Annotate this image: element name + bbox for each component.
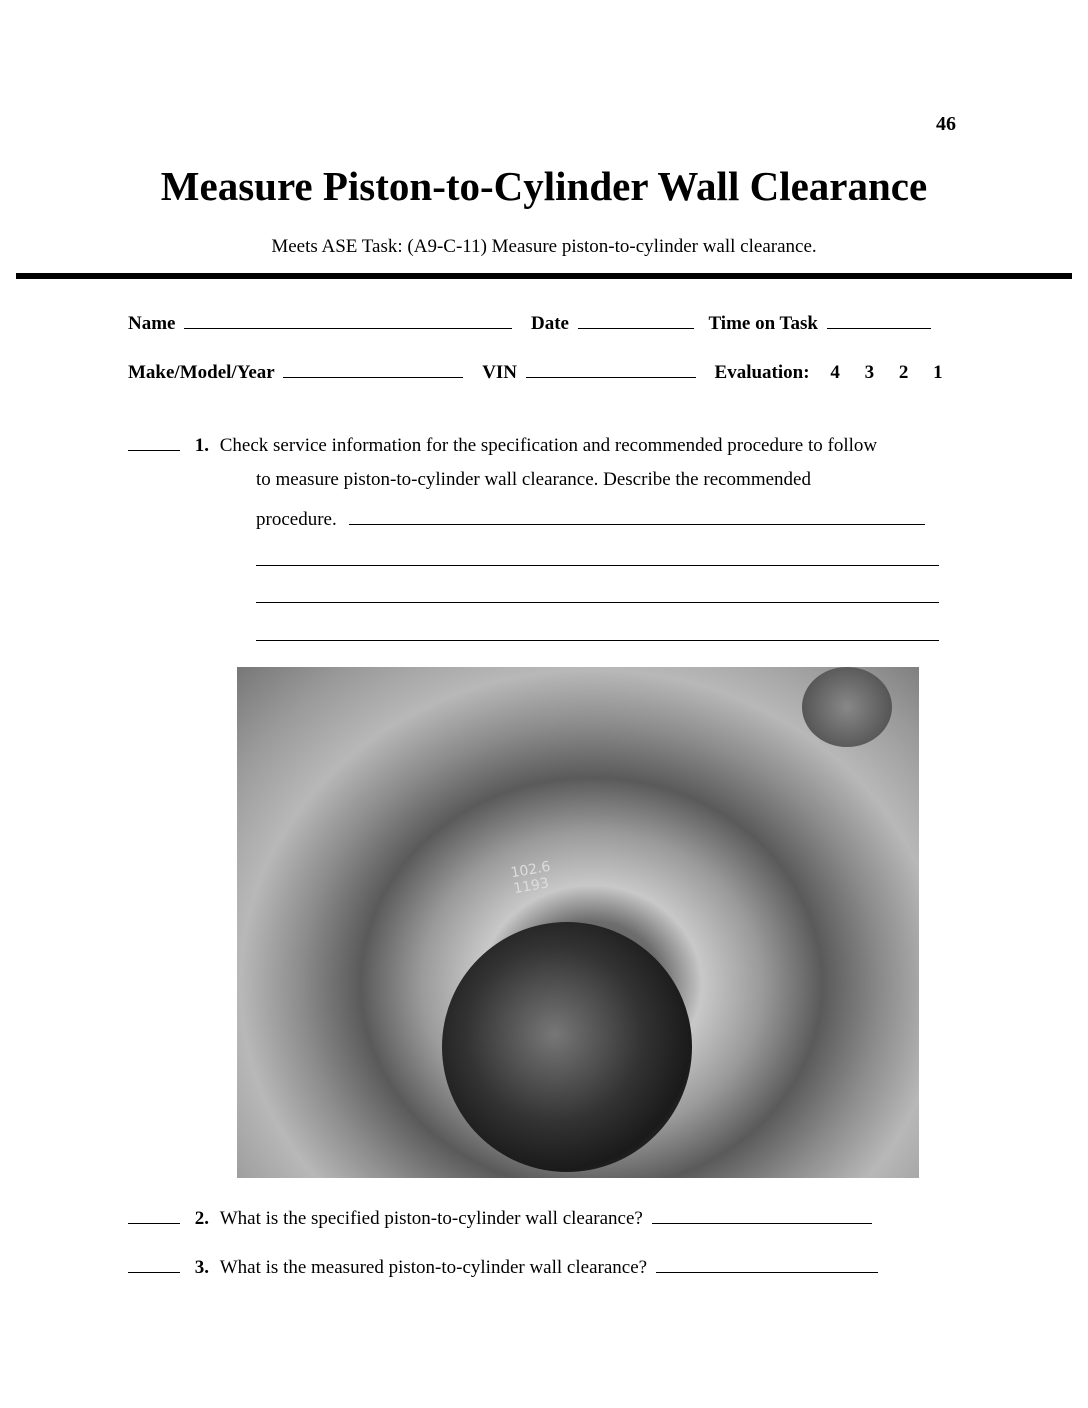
page-title: Measure Piston-to-Cylinder Wall Clearance (160, 163, 928, 209)
question-3-check-field[interactable] (128, 1254, 180, 1273)
evaluation-score-4[interactable]: 4 (830, 362, 840, 383)
piston-stamp (510, 859, 555, 897)
evaluation-score-2[interactable]: 2 (898, 362, 909, 383)
question-2-number: 2. (194, 1208, 209, 1229)
question-3-text: What is the measured piston-to-cylinder wall clearance? (219, 1257, 648, 1278)
name-label: Name (128, 313, 176, 334)
procedure-answer-line-3[interactable] (256, 602, 939, 603)
piston-stamp-code: 1193 (512, 875, 551, 898)
question-1-procedure-label: procedure. (256, 509, 337, 530)
date-label: Date (530, 313, 569, 334)
vin-label: VIN (482, 362, 518, 383)
piston-crown (442, 922, 692, 1172)
question-1 (128, 432, 877, 457)
question-2-text: What is the specified piston-to-cylinder wall clearance? (219, 1208, 643, 1229)
evaluation-score-3[interactable]: 3 (864, 362, 875, 383)
time-on-task-label: Time on Task (708, 313, 818, 334)
question-1-text-line-3 (256, 506, 925, 531)
question-1-number: 1. (194, 435, 209, 456)
info-row-2 (128, 359, 943, 384)
info-row-1 (128, 310, 931, 335)
question-3-number: 3. (194, 1257, 209, 1278)
evaluation-score-1[interactable]: 1 (933, 362, 943, 383)
piston-stamp-size: 102.6 (509, 858, 552, 882)
question-2 (128, 1205, 872, 1230)
time-on-task-field[interactable] (827, 310, 931, 329)
question-3-answer-field[interactable] (656, 1254, 878, 1273)
name-field[interactable] (184, 310, 512, 329)
procedure-answer-line-4[interactable] (256, 640, 939, 641)
vin-field[interactable] (526, 359, 696, 378)
page-number: 46 (936, 113, 956, 135)
procedure-answer-line-1[interactable] (349, 506, 925, 525)
question-1-text-line-2: to measure piston-to-cylinder wall clearance. Describe the recommended (256, 469, 811, 490)
ase-task-subtitle: Meets ASE Task: (A9-C-11) Measure piston-to-cylinder wall clearance. (271, 236, 817, 257)
make-model-year-label: Make/Model/Year (128, 362, 275, 383)
question-1-check-field[interactable] (128, 432, 180, 451)
question-2-answer-field[interactable] (652, 1205, 872, 1224)
make-model-year-field[interactable] (283, 359, 463, 378)
piston-cylinder-photo (237, 667, 919, 1178)
question-2-check-field[interactable] (128, 1205, 180, 1224)
evaluation-label: Evaluation: (714, 362, 810, 383)
header-divider (16, 273, 1072, 279)
question-3 (128, 1254, 878, 1279)
date-field[interactable] (578, 310, 694, 329)
procedure-answer-line-2[interactable] (256, 565, 939, 566)
question-1-text: Check service information for the specification and recommended procedure to follow (219, 435, 878, 456)
bolt-hole (802, 667, 892, 747)
